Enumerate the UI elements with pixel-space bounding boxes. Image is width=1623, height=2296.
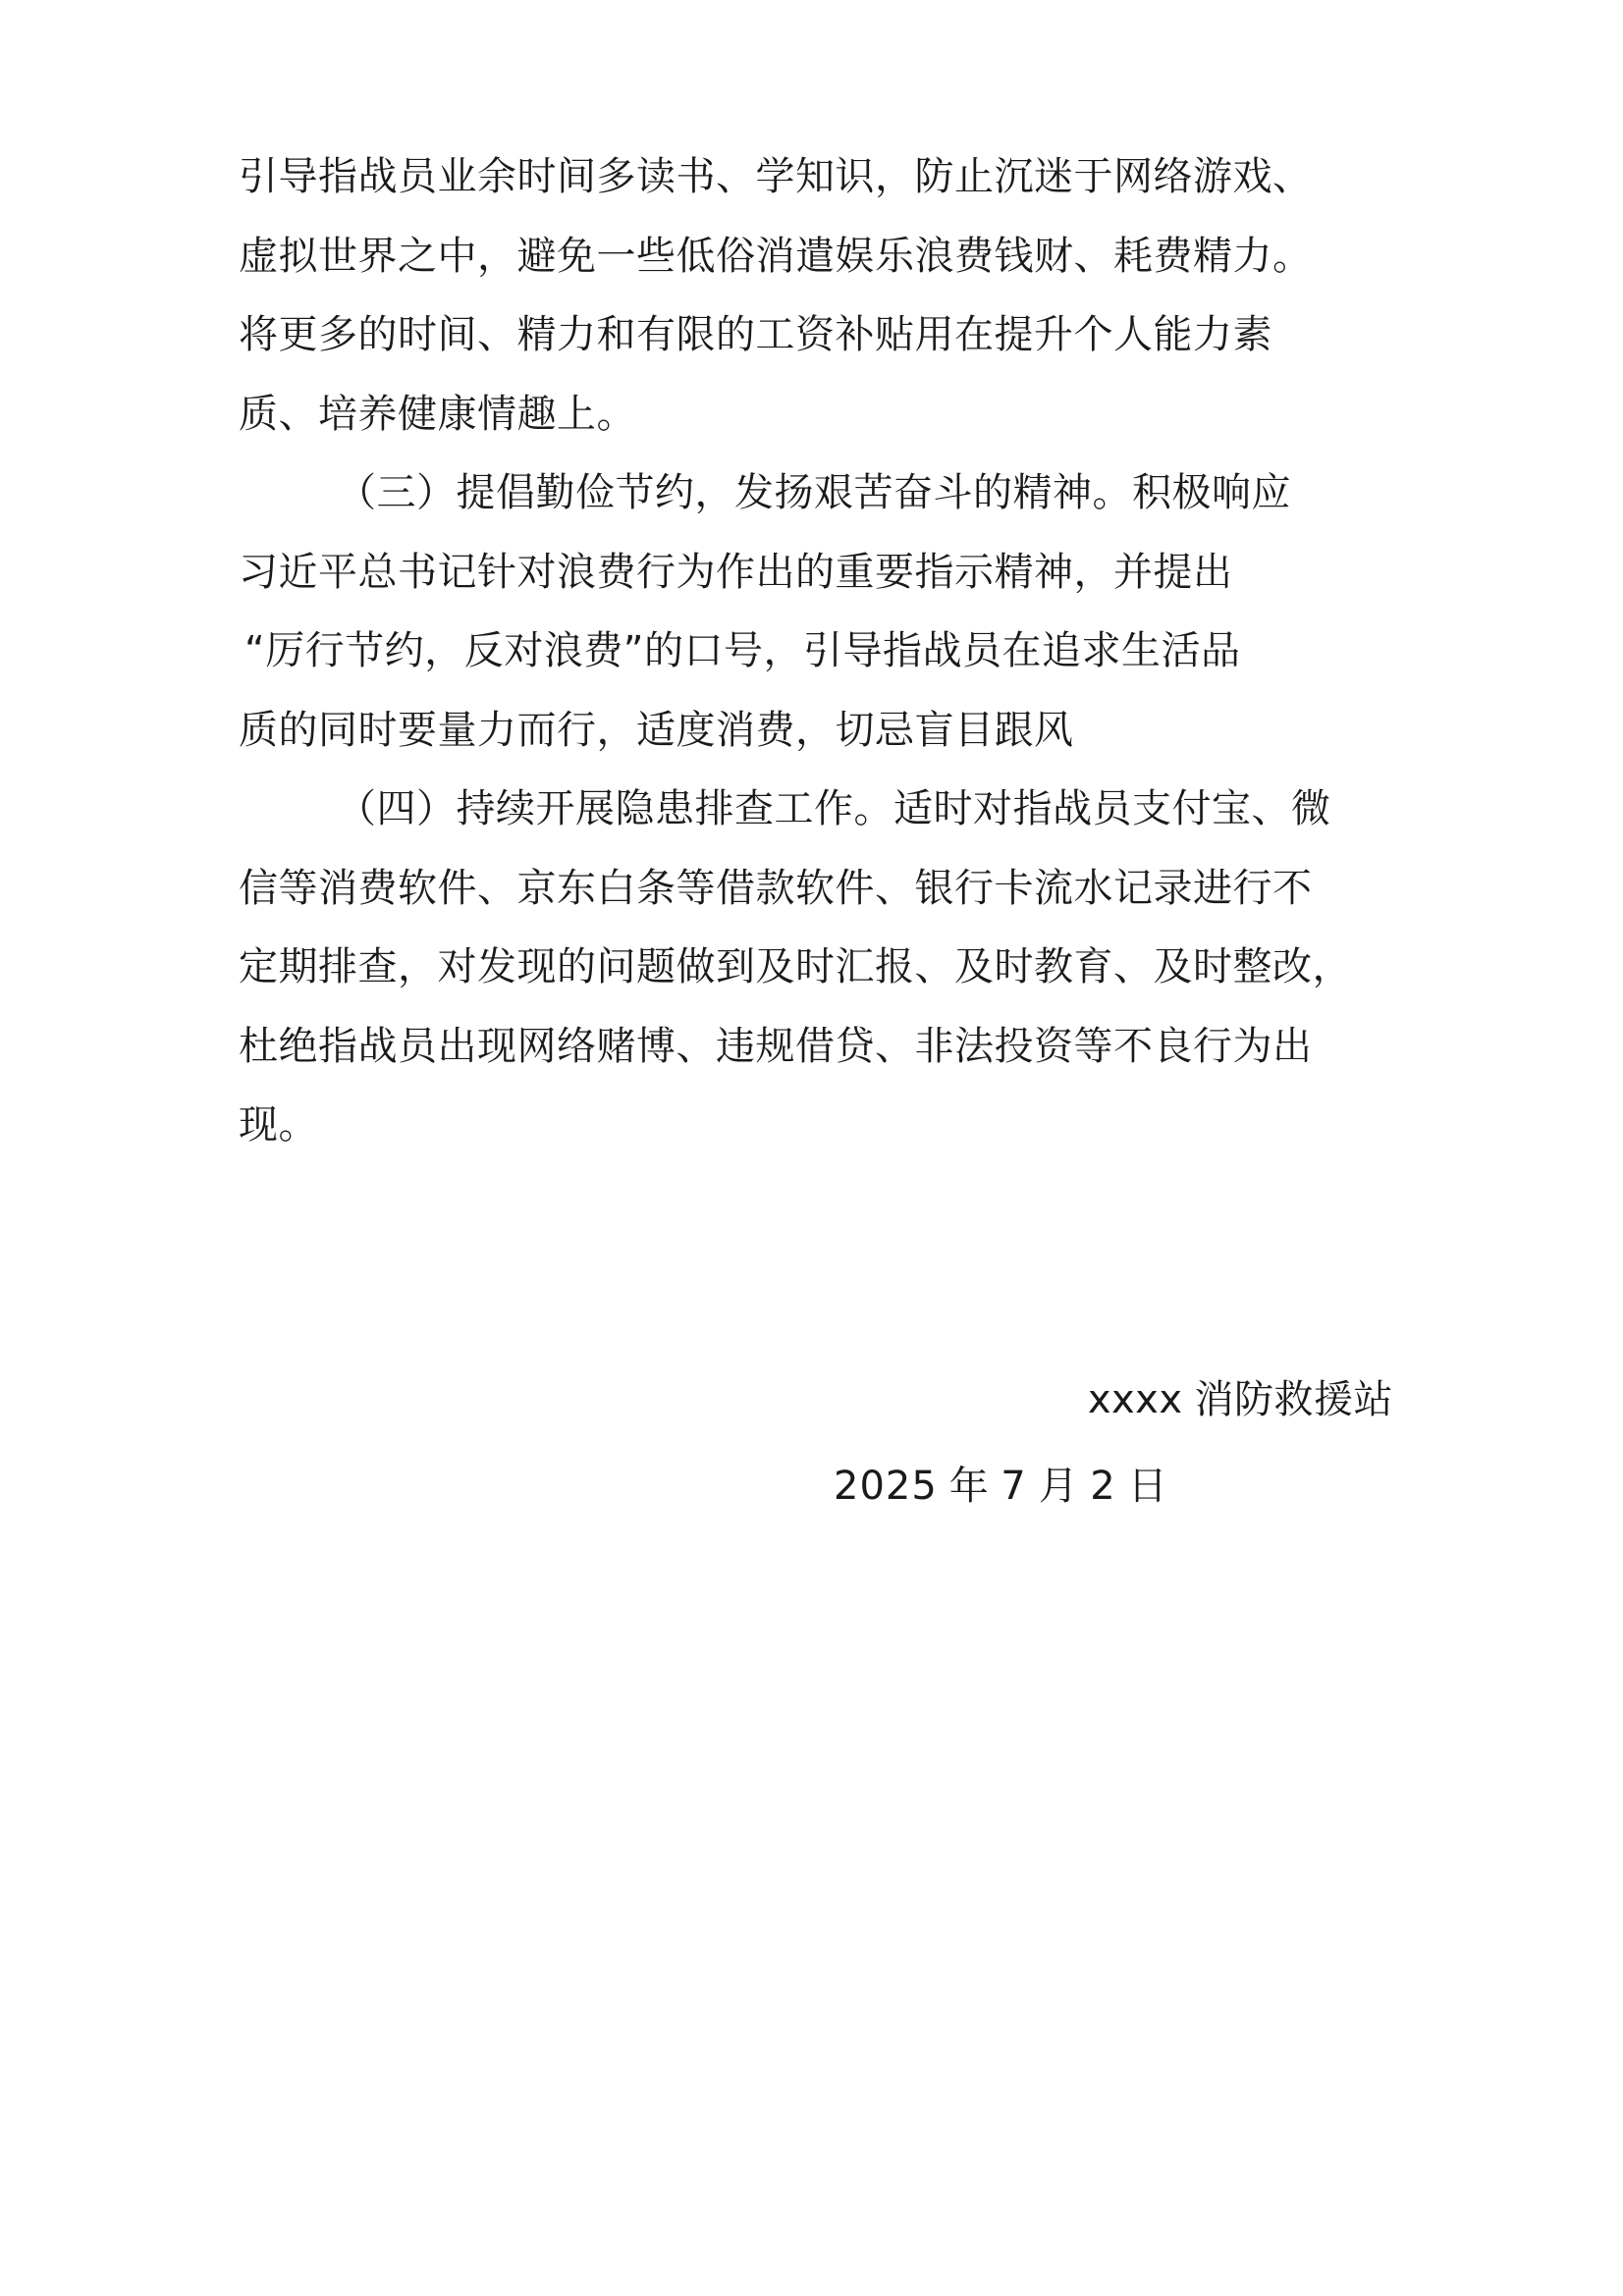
text-line: 习近平总书记针对浪费行为作出的重要指示精神，并提出: [239, 549, 1233, 595]
text-line: 杜绝指战员出现网络赌博、违规借贷、非法投资等不良行为出: [239, 1023, 1313, 1069]
text-line: 信等消费软件、京东白条等借款软件、银行卡流水记录进行不: [239, 865, 1313, 911]
org-prefix: xxxx: [1087, 1377, 1183, 1422]
paragraph-3-frugality: [239, 454, 1407, 770]
text-line: 质、培养健康情趣上。: [239, 391, 636, 437]
paragraph-2-continuation: [239, 137, 1407, 454]
org-name: 消防救援站: [1194, 1377, 1393, 1422]
text-line: [239, 612, 1407, 691]
date-month: 7: [1001, 1464, 1027, 1509]
date-month-unit: 月: [1038, 1464, 1079, 1509]
text-line: （四）持续开展隐患排查工作。适时对指战员支付宝、微: [337, 786, 1331, 831]
text-line: 现。: [239, 1102, 318, 1148]
text-line: （三）提倡勤俭节约，发扬艰苦奋斗的精神。积极响应: [337, 470, 1291, 515]
text-line-content: “厉行节约，反对浪费”的口号，引导指战员在追求生活品: [244, 628, 1241, 673]
document-body: [239, 137, 1407, 1165]
paragraph-4-inspection: [239, 770, 1407, 1165]
text-line: 定期排查，对发现的问题做到及时汇报、及时教育、及时整改，: [239, 944, 1352, 989]
signature-date: [834, 1457, 1167, 1516]
date-year-unit: 年: [948, 1464, 990, 1509]
date-day-unit: 日: [1127, 1464, 1168, 1509]
text-line: 质的同时要量力而行，适度消费，切忌盲目跟风: [239, 707, 1074, 753]
text-line: 将更多的时间、精力和有限的工资补贴用在提升个人能力素: [239, 312, 1272, 357]
date-day: 2: [1090, 1464, 1116, 1509]
text-line: 虚拟世界之中，避免一些低俗消遣娱乐浪费钱财、耗费精力。: [239, 233, 1313, 279]
date-year: 2025: [834, 1464, 938, 1509]
signature-organization: [1088, 1370, 1393, 1429]
text-line: 引导指战员业余时间多读书、学知识，防止沉迷于网络游戏、: [239, 154, 1313, 199]
